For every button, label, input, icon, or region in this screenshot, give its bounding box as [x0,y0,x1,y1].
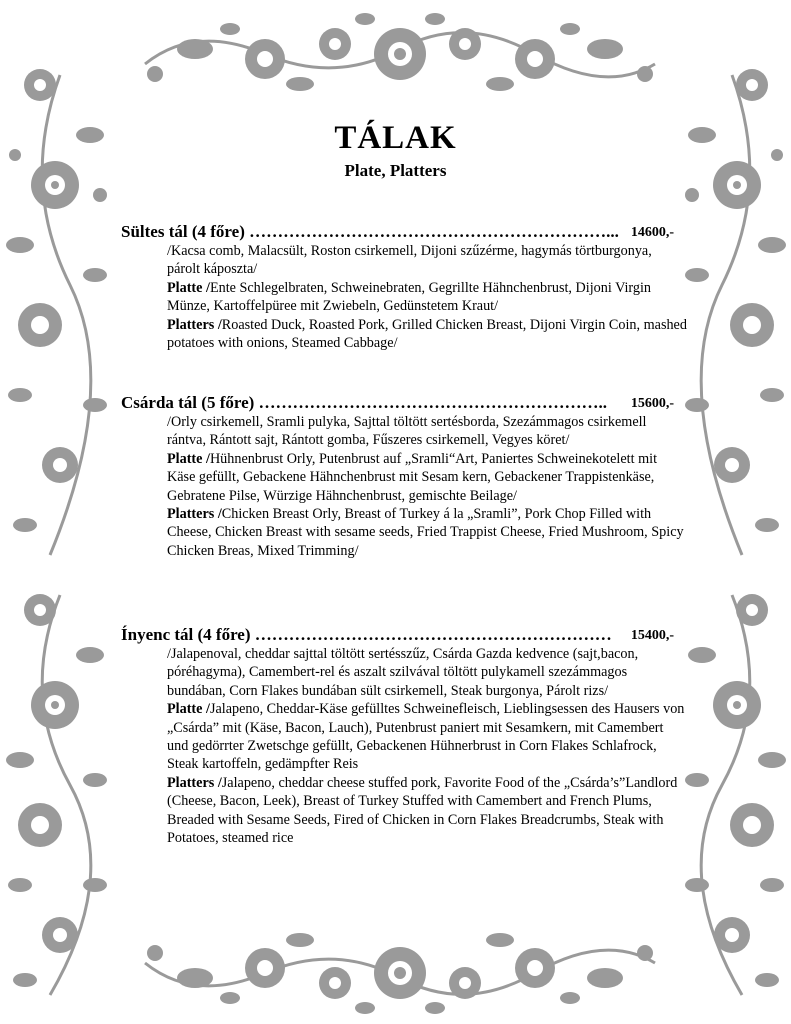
page-title: TÁLAK [334,120,457,156]
label-platters: Platters / [167,774,222,791]
label-platte: Platte / [167,279,210,296]
menu-item-csarda-tal [121,393,684,560]
description-de [167,279,687,316]
menu-item-heading [121,393,674,413]
menu-item-name: Sültes tál (4 főre) ………………………………………………………... [121,222,619,241]
menu-item-description [167,413,687,560]
description-de [167,700,687,774]
menu-item-description [167,242,687,352]
label-platte: Platte / [167,701,210,718]
label-platte: Platte / [167,450,210,467]
description-en [167,774,687,848]
label-platters: Platters / [167,506,222,523]
menu-item-heading [121,625,674,645]
description-de [167,450,687,505]
description-en-text: Chicken Breast Orly, Breast of Turkey á la „Sramli”, Pork Chop Filled with Cheese, Chicken Breast with sesame seeds, Fried Trappist Cheese, Fried Mushroom, Spicy Chicken Breas, Mixed Trimming/ [167,506,684,559]
page-subtitle: Plate, Platters [344,161,447,180]
menu-item-heading [121,222,674,242]
description-de-text: Ente Schlegelbraten, Schweinebraten, Gegrillte Hähnchenbrust, Dijoni Virgin Münze, Kartoffelpüree mit Zwiebeln, Gedünstetem Kraut/ [167,279,652,315]
description-en [167,316,687,353]
description-hu: /Jalapenoval, cheddar sajttal töltött sertésszűz, Csárda Gazda kedvence (sajt,bacon, póréhagyma), Camembert-rel és aszalt szilvával töltött pulykamell szezámmagos bundában, Corn Flakes bundában sült csirkemell, Steak burgonya, Párolt rizs/ [167,646,639,699]
description-en-text: Jalapeno, cheddar cheese stuffed pork, Favorite Food of the „Csárda’s”Landlord (Cheese, Bacon, Leek), Breast of Turkey Stuffed with Camembert and French Plums, Breaded with Sesame Seeds, Fired of Chicken in Corn Flakes Breadcrumbs, Steak with Potatoes, steamed rice [167,774,678,847]
menu-item-inyenc-tal [121,625,685,847]
description-de-text: Jalapeno, Cheddar-Käse gefülltes Schweinefleisch, Lieblingsessen des Hausers von „Csárda” mit (Käse, Bacon, Lauch), Putenbrust paniert mit Sesamkern, mit Camembert und gedörrter Zwetschge gefüllt, Gebackenen Hühnerbrust in Corn Flakes Schlafrock, Steak kartoffeln, gedämpfter Reis [167,701,685,773]
menu-item-name: Ínyenc tál (4 főre) ……………………………………………………… [121,625,612,644]
description-en-text: Roasted Duck, Roasted Pork, Grilled Chicken Breast, Dijoni Virgin Coin, mashed potatoes with onions, Steamed Cabbage/ [167,316,687,352]
description-de-text: Hühnenbrust Orly, Putenbrust auf „Sramli“Art, Paniertes Schweinekotelett mit Käse gefüllt, Gebackene Hähnchenbrust mit Sesam kern, Gebackener Trappistenkäse, Gebratene Pilse, Würzige Hähnchenbrust, gemischte Beilage/ [167,450,658,504]
menu-item-description [167,645,687,847]
menu-item-name: Csárda tál (5 főre) …………………………………………………….. [121,393,608,412]
description-hu: /Kacsa comb, Malacsült, Roston csirkemell, Dijoni szűzérme, hagymás törtburgonya, párolt káposzta/ [167,243,652,278]
description-en [167,505,687,560]
menu-item-sultes-tal [121,222,687,352]
label-platters: Platters / [167,316,222,333]
menu-item-price: 15600,- [630,396,674,411]
menu-item-price: 14600,- [630,225,674,240]
description-hu: /Orly csirkemell, Sramli pulyka, Sajttal töltött sertésborda, Szezámmagos csirkemell rántva, Rántott sajt, Rántott gomba, Fűszeres csirkemell, Vegyes köret/ [167,414,647,449]
menu-item-price: 15400,- [630,628,674,643]
